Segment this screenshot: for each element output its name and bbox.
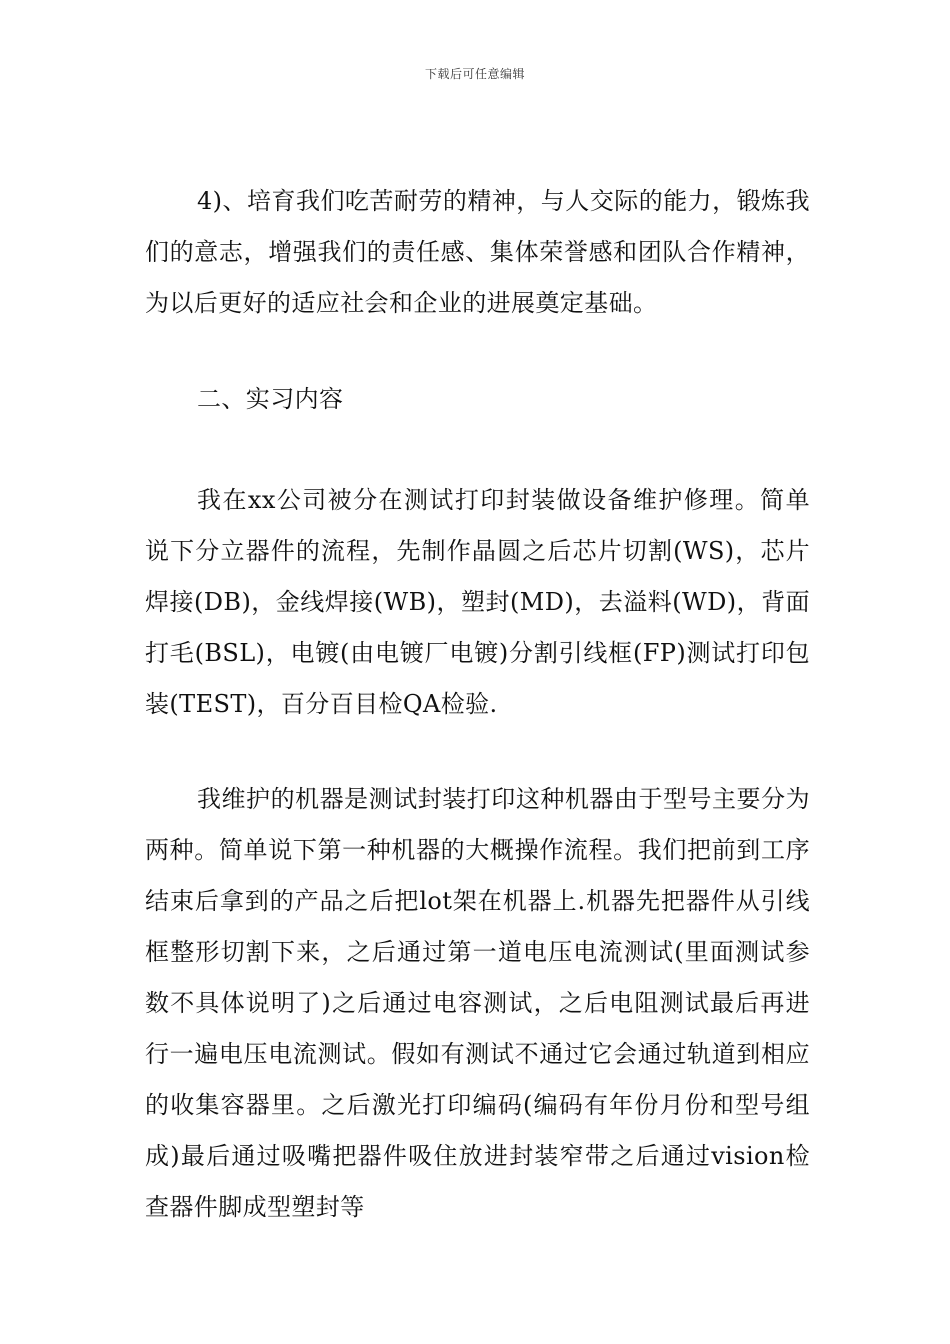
paragraph-machine-operation: 我维护的机器是测试封装打印这种机器由于型号主要分为两种。简单说下第一种机器的大概操作流程。我们把前到工序结束后拿到的产品之后把lot架在机器上.机器先把器件从引线框整形切割下来，之后通过第一道电压电流测试(里面测试参数不具体说明了)之后通过电容测试，之后电阻测试最后再进行一遍电压电流测试。假如有测试不通过它会通过轨道到相应的收集容器里。之后激光打印编码(编码有年份月份和型号组成)最后通过吸嘴把器件吸住放进封装窄带之后通过vision检查器件脚成型塑封等 xyxy=(145,785,810,1221)
paragraph-process-flow: 我在xx公司被分在测试打印封装做设备维护修理。简单说下分立器件的流程，先制作晶圆之后芯片切割(WS)，芯片焊接(DB)，金线焊接(WB)，塑封(MD)，去溢料(WD)，背面打毛(BSL)，电镀(由电镀厂电镀)分割引线框(FP)测试打印包装(TEST)，百分百目检QA检验. xyxy=(145,486,810,718)
header-note: 下载后可任意编辑 xyxy=(424,67,525,81)
paragraph-training-goals: 4)、培育我们吃苦耐劳的精神，与人交际的能力，锻炼我们的意志，增强我们的责任感、集体荣誉感和团队合作精神，为以后更好的适应社会和企业的进展奠定基础。 xyxy=(145,187,810,317)
section-heading: 二、实习内容 xyxy=(197,385,344,413)
